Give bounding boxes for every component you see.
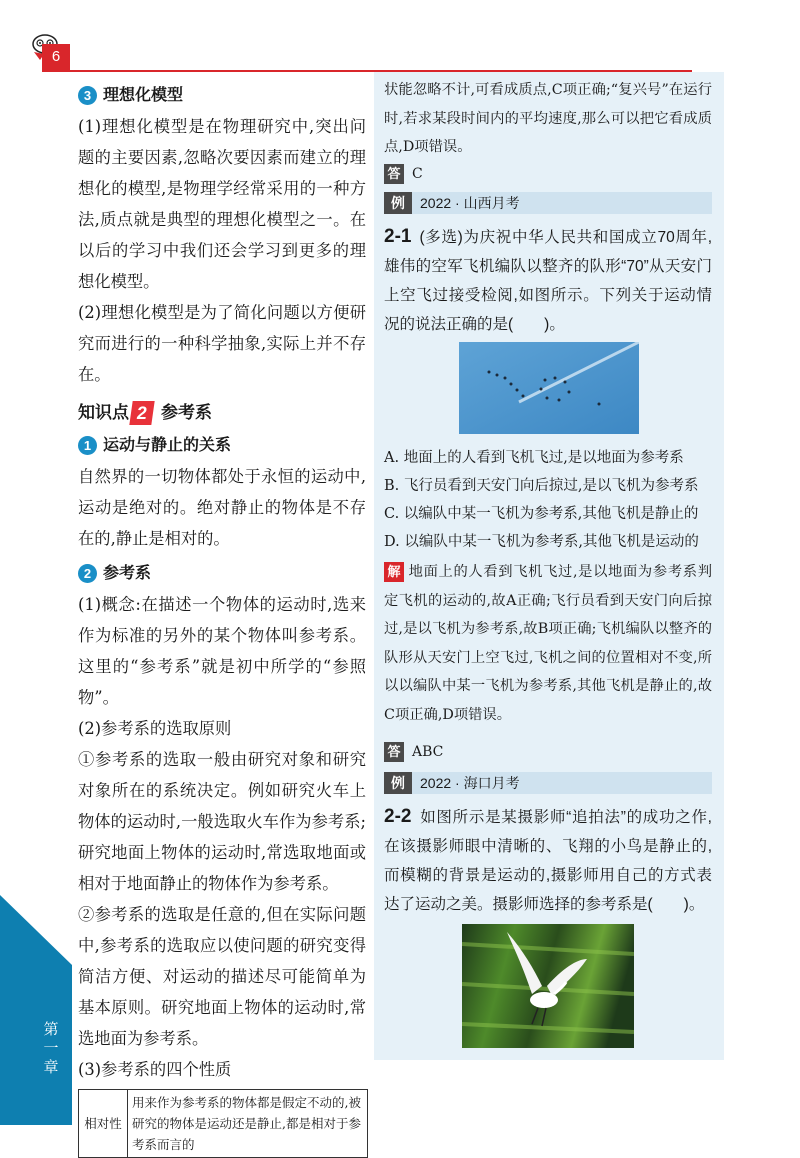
option-c: C. 以编队中某一飞机为参考系,其他飞机是静止的 <box>384 506 699 522</box>
option-b: B. 飞行员看到天安门向后掠过,是以飞机为参考系 <box>384 478 699 494</box>
question-2-2 <box>384 802 712 919</box>
question-number: 2-2 <box>384 806 412 827</box>
paragraph: ②参考系的选取是任意的,但在实际问题中,参考系的选取应以使问题的研究变得简洁方便、对运动的描述尽可能简单为基本原则。研究地面上物体的运动时,常选地面为参考系。 <box>78 905 366 1048</box>
option-a: A. 地面上的人看到飞机飞过,是以地面为参考系 <box>384 450 684 466</box>
answer-tag: 答 <box>384 164 404 184</box>
table-row <box>79 1090 368 1158</box>
section-heading-motion-rest <box>78 430 366 461</box>
example-tag: 例 <box>384 192 412 214</box>
options-list <box>384 444 712 556</box>
question-text: (多选)为庆祝中华人民共和国成立70周年,雄伟的空军飞机编队以整齐的队形“70”从天安门上空飞过接受检阅,如图所示。下列关于运动情况的说法正确的是( )。 <box>384 229 712 333</box>
heading-text: 参考系 <box>103 565 152 582</box>
table-value: 用来作为参考系的物体都是假定不动的,被研究的物体是运动还是静止,都是相对于参考系而言的 <box>128 1090 368 1158</box>
answer-line <box>384 740 712 764</box>
example-source: 2022 · 海口月考 <box>420 775 520 791</box>
paragraph: 自然界的一切物体都处于永恒的运动中,运动是绝对的。绝对静止的物体是不存在的,静止是相对的。 <box>78 467 366 548</box>
number-badge: 1 <box>78 436 97 455</box>
formation-photo <box>459 342 639 434</box>
answer-tag: 答 <box>384 742 404 762</box>
answer-line <box>384 162 712 186</box>
example-bar <box>384 772 712 794</box>
solution-tag: 解 <box>384 562 404 582</box>
section-heading-ideal-model <box>78 80 366 111</box>
section-heading-reference-frame <box>78 558 366 589</box>
table-key: 相对性 <box>79 1090 128 1158</box>
chapter-side-band <box>0 895 72 1125</box>
example-tag: 例 <box>384 772 412 794</box>
option-d: D. 以编队中某一飞机为参考系,其他飞机是运动的 <box>384 534 699 550</box>
bird-photo <box>462 924 634 1048</box>
paragraph: (1)理想化模型是在物理研究中,突出问题的主要因素,忽略次要因素而建立的理想化的模型,是物理学经常采用的一种方法,质点就是典型的理想化模型之一。在以后的学习中我们还会学习到更多的理想化模型。 <box>78 117 366 291</box>
heading-text: 理想化模型 <box>103 87 184 104</box>
kp-number: 2 <box>129 401 154 425</box>
example-bar <box>384 192 712 214</box>
continued-solution: 状能忽略不计,可看成质点,C项正确;“复兴号”在运行时,若求某段时间内的平均速度,那么可以把它看成质点,D项错误。 <box>384 82 712 155</box>
heading-text: 运动与静止的关系 <box>103 437 232 454</box>
paragraph: (2)理想化模型是为了简化问题以方便研究而进行的一种科学抽象,实际上并不存在。 <box>78 303 366 384</box>
paragraph: (3)参考系的四个性质 <box>78 1060 232 1079</box>
paragraph: (2)参考系的选取原则 <box>78 719 232 738</box>
answer-value: ABC <box>412 744 444 760</box>
number-badge: 2 <box>78 564 97 583</box>
answer-value: C <box>412 166 423 182</box>
properties-table <box>78 1089 368 1158</box>
number-badge: 3 <box>78 86 97 105</box>
chapter-label: 第一章 <box>43 1021 59 1076</box>
example-source: 2022 · 山西月考 <box>420 195 520 211</box>
solution-text: 地面上的人看到飞机飞过,是以地面为参考系判定飞机的运动的,故A正确;飞行员看到天安门向后掠过,是以飞机为参考系,故B项正确;飞机编队以整齐的队形从天安门上空飞过,飞机之间的位置相对不变,所以以编队中某一飞机为参考系,其他飞机是静止的,故C项正确,D项错误。 <box>384 564 712 723</box>
left-column <box>78 80 366 1158</box>
question-text: 如图所示是某摄影师“追拍法”的成功之作,在该摄影师眼中清晰的、飞翔的小鸟是静止的,而模糊的背景是运动的,摄影师用自己的方式表达了运动之美。摄影师选择的参考系是( )。 <box>384 809 712 913</box>
paragraph: (1)概念:在描述一个物体的运动时,选来作为标准的另外的某个物体叫参考系。这里的“参考系”就是初中所学的“参照物”。 <box>78 595 366 707</box>
question-2-1 <box>384 222 712 339</box>
knowledge-point-heading <box>78 396 366 430</box>
solution <box>384 558 712 729</box>
question-number: 2-1 <box>384 226 412 247</box>
kp-title: 参考系 <box>161 403 212 422</box>
kp-prefix: 知识点 <box>78 403 129 422</box>
example-panel <box>374 72 724 1060</box>
paragraph: ①参考系的选取一般由研究对象和研究对象所在的系统决定。例如研究火车上物体的运动时,一般选取火车作为参考系;研究地面上物体的运动时,常选取地面或相对于地面静止的物体作为参考系。 <box>78 750 366 893</box>
page-number: 6 <box>42 44 70 70</box>
